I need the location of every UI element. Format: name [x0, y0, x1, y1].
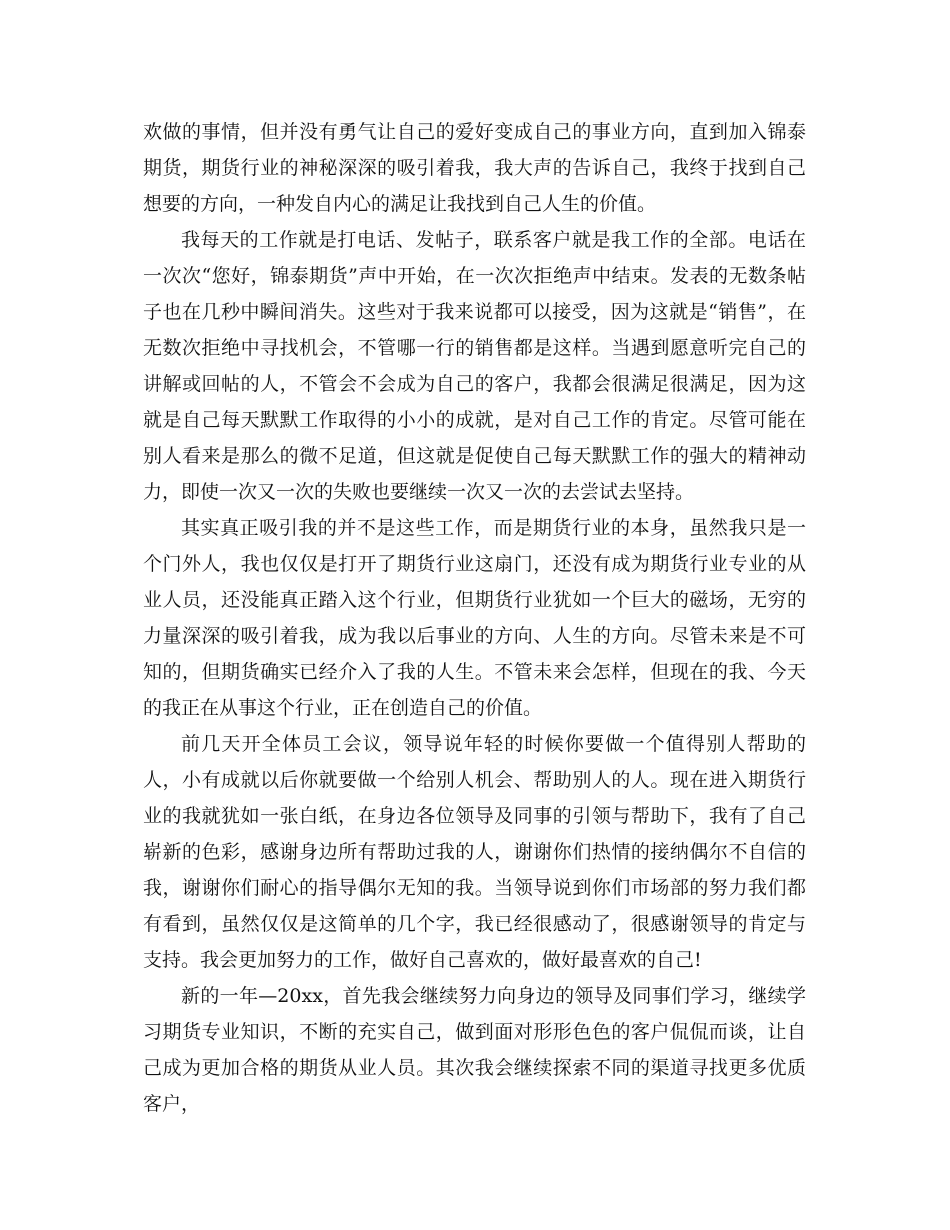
- document-body: [143, 114, 806, 1122]
- paragraph-staff-meeting: 前几天开全体员工会议，领导说年轻的时候你要做一个值得别人帮助的人，小有成就以后你就要做一个给别人机会、帮助别人的人。现在进入期货行业的我就犹如一张白纸，在身边各位领导及同事的引领与帮助下，我有了自己崭新的色彩，感谢身边所有帮助过我的人，谢谢你们热情的接纳偶尔不自信的我，谢谢你们耐心的指导偶尔无知的我。当领导说到你们市场部的努力我们都有看到，虽然仅仅是这简单的几个字，我已经很感动了，很感谢领导的肯定与支持。我会更加努力的工作，做好自己喜欢的，做好最喜欢的自己!: [143, 733, 806, 971]
- paragraph-continuation: 欢做的事情，但并没有勇气让自己的爱好变成自己的事业方向，直到加入锦泰期货，期货行业的神秘深深的吸引着我，我大声的告诉自己，我终于找到自己想要的方向，一种发自内心的满足让我找到自己人生的价值。: [143, 121, 806, 215]
- paragraph-new-year-plan: 新的一年—20xx，首先我会继续努力向身边的领导及同事们学习，继续学习期货专业知识，不断的充实自己，做到面对形形色色的客户侃侃而谈，让自己成为更加合格的期货从业人员。其次我会继续探索不同的渠道寻找更多优质客户，: [143, 985, 806, 1115]
- paragraph-daily-work: 我每天的工作就是打电话、发帖子，联系客户就是我工作的全部。电话在一次次“您好，锦泰期货”声中开始，在一次次拒绝声中结束。发表的无数条帖子也在几秒中瞬间消失。这些对于我来说都可以接受，因为这就是“销售”，在无数次拒绝中寻找机会，不管哪一行的销售都是这样。当遇到愿意听完自己的讲解或回帖的人，不管会不会成为自己的客户，我都会很满足很满足，因为这就是自己每天默默工作取得的小小的成就，是对自己工作的肯定。尽管可能在别人看来是那么的微不足道，但这就是促使自己每天默默工作的强大的精神动力，即使一次又一次的失败也要继续一次又一次的去尝试去坚持。: [143, 229, 806, 503]
- paragraph-futures-industry: 其实真正吸引我的并不是这些工作，而是期货行业的本身，虽然我只是一个门外人，我也仅仅是打开了期货行业这扇门，还没有成为期货行业专业的从业人员，还没能真正踏入这个行业，但期货行业犹如一个巨大的磁场，无穷的力量深深的吸引着我，成为我以后事业的方向、人生的方向。尽管未来是不可知的，但期货确实已经介入了我的人生。不管未来会怎样，但现在的我、今天的我正在从事这个行业，正在创造自己的价值。: [143, 517, 806, 719]
